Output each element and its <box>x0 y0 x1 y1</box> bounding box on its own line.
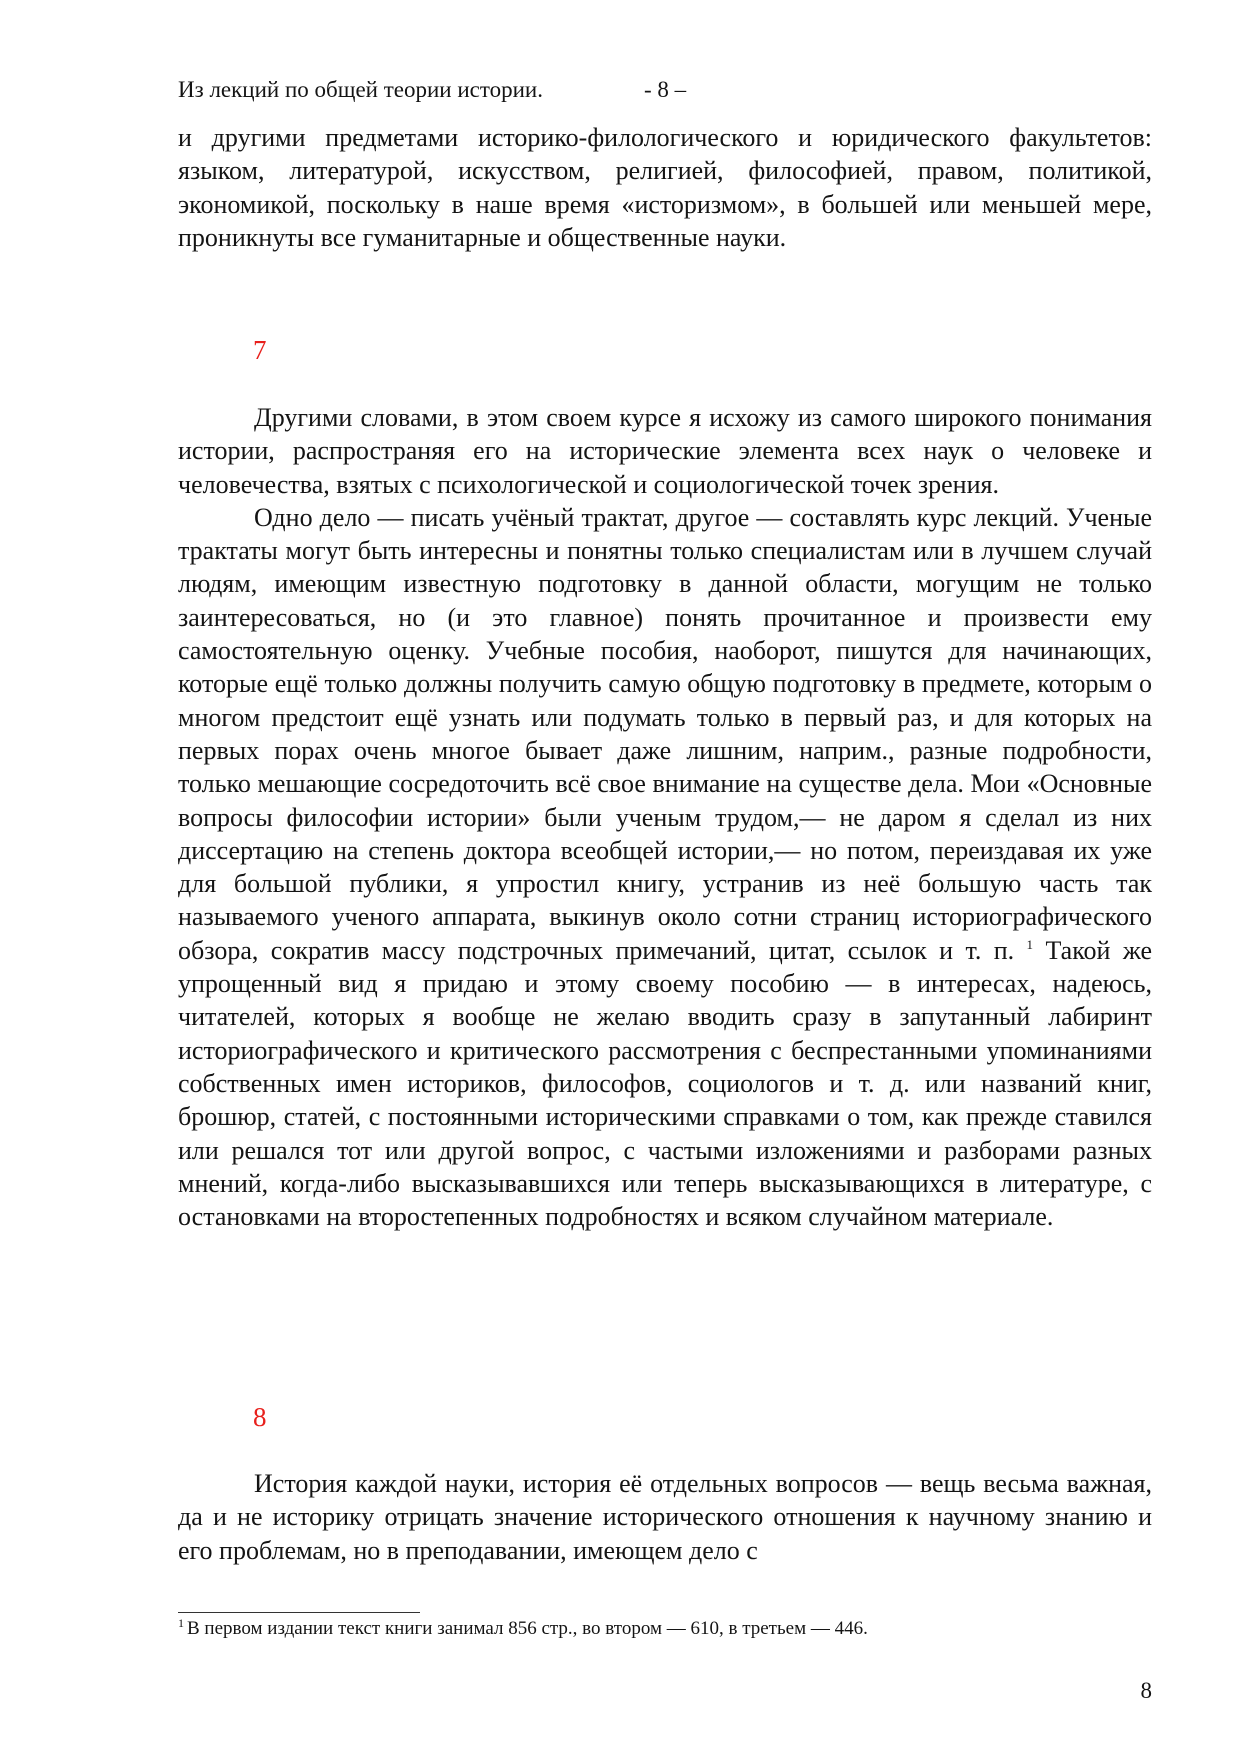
running-header <box>178 74 1078 106</box>
section-8-body <box>178 1467 1152 1567</box>
footnote-separator <box>178 1612 420 1613</box>
paragraph-section7-main-part1: Одно дело — писать учёный трактат, другое — составлять курс лекций. Ученые трактаты могут быть интересны и понятны только специалистам или в лучшем случай людям, имеющим известную подготовку в данной области, могущим не только заинтересоваться, но (и это главное) понять прочитанное и произвести ему самостоятельную оценку. Учебные пособия, наоборот, пишутся для начинающих, которые ещё только должны получить самую общую подготовку в предмете, которым о многом предстоит ещё узнать или подумать только в первый раз, и для которых на первых порах очень многое бывает даже лишним, наприм., разные подробности, только мешающие сосредоточить всё свое внимание на существе дела. Мои «Основные вопросы философии истории» были ученым трудом,— не даром я сделал из них диссертацию на степень доктора всеобщей истории,— но потом, переиздавая их уже для большой публики, я упростил книгу, устранив из неё большую часть так называемого ученого аппарата, выкинув около сотни страниц историографического обзора, сократив массу подстрочных примечаний, цитат, ссылок и т. п. <box>178 502 1152 965</box>
footnote <box>178 1616 1152 1642</box>
paragraph-continuation: и другими предметами историко-филологического и юридического факультетов: языком, литературой, искусством, религией, философией, правом, политикой, экономикой, поскольку в наше время «историзмом», в большей или меньшей мере, проникнуты все гуманитарные и общественные науки. <box>178 123 1152 252</box>
section-number-8: 8 <box>253 1402 267 1432</box>
section-7-body <box>178 401 1152 1233</box>
section-number-7: 7 <box>253 335 267 365</box>
paragraph-section7-intro: Другими словами, в этом своем курсе я исхожу из самого широкого понимания истории, распространяя его на исторические элемента всех наук о человеке и человечества, взятых с психологической и социологической точек зрения. <box>178 403 1152 499</box>
page-number: 8 <box>1140 1678 1152 1703</box>
footnote-text: В первом издании текст книги занимал 856 стр., во втором — 610, в третьем — 446. <box>187 1618 868 1639</box>
paragraph-section7-main <box>178 501 1152 1234</box>
footnote-mark: 1 <box>178 1616 184 1630</box>
footnote-reference: 1 <box>1026 936 1034 952</box>
header-title: Из лекций по общей теории истории. <box>178 77 543 102</box>
paragraph-section7-main-part2: Такой же упрощенный вид я придаю и этому своему пособию — в интересах, надеюсь, читателей, которых я вообще не желаю вводить сразу в запутанный лабиринт историографического и критического рассмотрения с беспрестанными упоминаниями собственных имен историков, философов, социологов и т. д. или названий книг, брошюр, статей, с постоянными историческими справками о том, как прежде ставился или решался тот или другой вопрос, с частыми изложениями и разборами разных мнений, когда-либо высказывавшихся или теперь высказывающихся в литературе, с остановками на второстепенных подробностях и всяком случайном материале. <box>178 935 1152 1232</box>
header-page-marker: - 8 – <box>644 77 687 102</box>
paragraph-continuation-block <box>178 121 1152 254</box>
paragraph-section8: История каждой науки, история её отдельных вопросов — вещь весьма важная, да и не историку отрицать значение исторического отношения к научному знанию и его проблемам, но в преподавании, имеющем дело с <box>178 1469 1152 1565</box>
